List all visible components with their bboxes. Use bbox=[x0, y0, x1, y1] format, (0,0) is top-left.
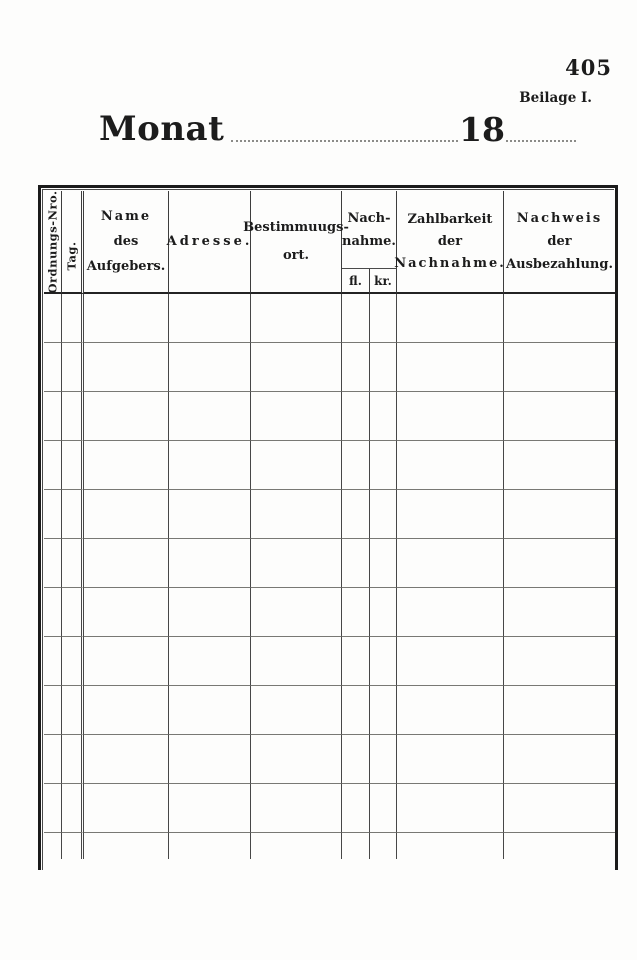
body-cell bbox=[62, 490, 84, 539]
body-cell bbox=[397, 588, 504, 637]
body-cell bbox=[370, 735, 397, 784]
header-line: kr. bbox=[374, 273, 392, 288]
body-cell bbox=[44, 784, 62, 833]
body-cell bbox=[370, 588, 397, 637]
column-header-zahlbarkeit bbox=[394, 191, 506, 294]
body-cell bbox=[251, 735, 342, 784]
header-line: Nachweis bbox=[516, 211, 603, 226]
body-cell bbox=[62, 686, 84, 735]
month-dotted-blank bbox=[231, 140, 458, 142]
body-cell bbox=[397, 637, 504, 686]
body-cell bbox=[84, 441, 169, 490]
month-label: Monat bbox=[99, 109, 225, 149]
body-cell bbox=[342, 441, 370, 490]
ledger-table bbox=[44, 191, 615, 859]
body-cell bbox=[84, 343, 169, 392]
body-cell bbox=[342, 539, 370, 588]
body-cell bbox=[44, 686, 62, 735]
body-cell bbox=[370, 392, 397, 441]
body-cell bbox=[169, 784, 251, 833]
body-cell bbox=[62, 441, 84, 490]
body-cell bbox=[251, 343, 342, 392]
body-cell bbox=[44, 441, 62, 490]
body-cell bbox=[397, 343, 504, 392]
body-cell bbox=[169, 490, 251, 539]
body-cell bbox=[251, 441, 342, 490]
partial-row-cell bbox=[84, 833, 169, 859]
body-cell bbox=[504, 784, 615, 833]
header-line: Aufgebers. bbox=[86, 259, 166, 274]
header-line: Ausbezahlung. bbox=[506, 257, 613, 272]
body-cell bbox=[370, 784, 397, 833]
body-cell bbox=[397, 735, 504, 784]
page-number: 405 bbox=[565, 55, 612, 80]
body-cell bbox=[504, 588, 615, 637]
ledger-table-frame bbox=[38, 185, 618, 870]
header-line: des bbox=[113, 234, 139, 249]
body-cell bbox=[342, 343, 370, 392]
body-cell bbox=[397, 441, 504, 490]
column-header-ordnungs-nro bbox=[44, 191, 62, 294]
body-cell bbox=[44, 392, 62, 441]
column-header-tag bbox=[62, 191, 84, 294]
header-line: ort. bbox=[282, 248, 310, 263]
body-cell bbox=[504, 294, 615, 343]
partial-row-cell bbox=[44, 833, 62, 859]
partial-row-cell bbox=[169, 833, 251, 859]
partial-row-cell bbox=[504, 833, 615, 859]
column-header-bestimmungsort bbox=[243, 191, 349, 294]
body-cell bbox=[504, 392, 615, 441]
body-cell bbox=[342, 490, 370, 539]
annex-label: Beilage I. bbox=[519, 90, 592, 106]
body-cell bbox=[44, 588, 62, 637]
body-cell bbox=[169, 294, 251, 343]
partial-row-cell bbox=[370, 833, 397, 859]
header-line: Adresse. bbox=[166, 234, 253, 249]
partial-row-cell bbox=[251, 833, 342, 859]
body-cell bbox=[62, 588, 84, 637]
body-cell bbox=[397, 539, 504, 588]
header-line: Zahlbarkeit bbox=[407, 212, 493, 227]
header-line: Nachnahme. bbox=[394, 256, 506, 271]
body-cell bbox=[504, 735, 615, 784]
body-cell bbox=[84, 490, 169, 539]
body-cell bbox=[44, 539, 62, 588]
header-line: Nach- bbox=[347, 210, 391, 226]
header-label: Ordnungs-Nro. bbox=[44, 189, 59, 294]
body-cell bbox=[370, 441, 397, 490]
header-line: Bestimmuugs- bbox=[243, 220, 349, 235]
body-cell bbox=[169, 637, 251, 686]
header-line: der bbox=[437, 234, 463, 249]
body-cell bbox=[44, 343, 62, 392]
column-header-adresse bbox=[166, 191, 253, 294]
header-line: Name bbox=[100, 209, 152, 224]
body-cell bbox=[397, 686, 504, 735]
column-header-nachweis bbox=[504, 191, 615, 294]
body-cell bbox=[342, 735, 370, 784]
body-cell bbox=[370, 637, 397, 686]
subcolumn-header-kreuzer bbox=[370, 269, 397, 294]
header-line: der bbox=[547, 234, 572, 249]
body-cell bbox=[504, 539, 615, 588]
body-cell bbox=[84, 686, 169, 735]
body-cell bbox=[84, 392, 169, 441]
body-cell bbox=[169, 735, 251, 784]
body-cell bbox=[62, 294, 84, 343]
column-header-nachnahme bbox=[342, 191, 397, 269]
header-label: Tag. bbox=[63, 241, 78, 271]
body-cell bbox=[504, 686, 615, 735]
body-cell bbox=[504, 490, 615, 539]
body-cell bbox=[504, 637, 615, 686]
body-cell bbox=[342, 588, 370, 637]
body-cell bbox=[370, 343, 397, 392]
body-cell bbox=[169, 588, 251, 637]
subcolumn-header-florin bbox=[342, 269, 370, 294]
body-cell bbox=[397, 294, 504, 343]
body-cell bbox=[44, 637, 62, 686]
body-cell bbox=[342, 686, 370, 735]
body-cell bbox=[169, 392, 251, 441]
body-cell bbox=[251, 490, 342, 539]
body-cell bbox=[84, 588, 169, 637]
body-cell bbox=[62, 637, 84, 686]
body-cell bbox=[251, 637, 342, 686]
body-cell bbox=[62, 539, 84, 588]
body-cell bbox=[370, 686, 397, 735]
year-dotted-blank bbox=[506, 140, 576, 142]
body-cell bbox=[342, 294, 370, 343]
body-cell bbox=[251, 588, 342, 637]
column-header-name-des-aufgebers bbox=[84, 191, 169, 294]
body-cell bbox=[84, 539, 169, 588]
year-prefix: 18 bbox=[459, 110, 505, 149]
body-cell bbox=[169, 343, 251, 392]
body-cell bbox=[62, 784, 84, 833]
partial-row-cell bbox=[397, 833, 504, 859]
body-cell bbox=[169, 539, 251, 588]
body-cell bbox=[62, 735, 84, 784]
body-cell bbox=[44, 490, 62, 539]
body-cell bbox=[251, 539, 342, 588]
body-cell bbox=[251, 784, 342, 833]
body-cell bbox=[370, 490, 397, 539]
body-cell bbox=[397, 784, 504, 833]
body-cell bbox=[84, 294, 169, 343]
body-cell bbox=[342, 784, 370, 833]
body-cell bbox=[370, 294, 397, 343]
body-cell bbox=[397, 392, 504, 441]
body-cell bbox=[84, 784, 169, 833]
body-cell bbox=[44, 735, 62, 784]
body-cell bbox=[169, 686, 251, 735]
header-line: fl. bbox=[349, 273, 362, 288]
body-cell bbox=[504, 343, 615, 392]
body-cell bbox=[62, 392, 84, 441]
body-cell bbox=[251, 392, 342, 441]
body-cell bbox=[370, 539, 397, 588]
body-cell bbox=[169, 441, 251, 490]
header-line: nahme. bbox=[342, 233, 396, 249]
body-cell bbox=[251, 686, 342, 735]
body-cell bbox=[84, 735, 169, 784]
body-cell bbox=[342, 637, 370, 686]
body-cell bbox=[84, 637, 169, 686]
body-cell bbox=[504, 441, 615, 490]
partial-row-cell bbox=[342, 833, 370, 859]
partial-row-cell bbox=[62, 833, 84, 859]
body-cell bbox=[397, 490, 504, 539]
month-title-line bbox=[99, 109, 576, 149]
body-cell bbox=[44, 294, 62, 343]
body-cell bbox=[62, 343, 84, 392]
body-cell bbox=[342, 392, 370, 441]
body-cell bbox=[251, 294, 342, 343]
